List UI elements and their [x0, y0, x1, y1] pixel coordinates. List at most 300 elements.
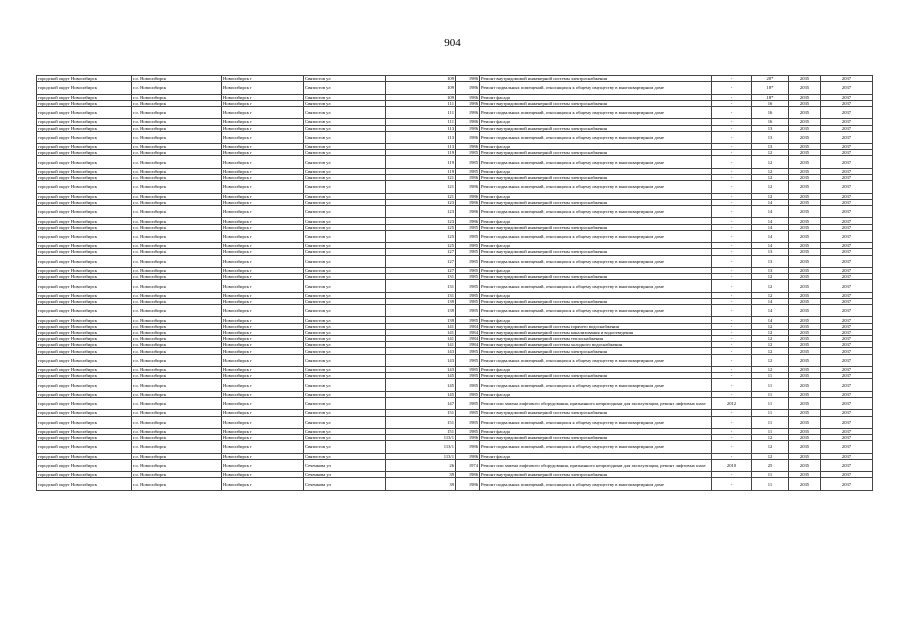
- cell-period-start: 2035: [789, 453, 821, 459]
- cell-value-b: 12: [752, 175, 789, 181]
- cell-locality: г.о. Новосибирск: [132, 472, 222, 478]
- cell-work-type: Ремонт фасада: [480, 119, 712, 125]
- cell-year: 1985: [456, 224, 480, 230]
- cell-house: 39: [386, 478, 456, 490]
- cell-city: Новосибирск г: [222, 94, 304, 100]
- cell-municipality: городской округ Новосибирск: [37, 274, 132, 280]
- cell-city: Новосибирск г: [222, 125, 304, 131]
- cell-value-a: -: [712, 410, 752, 416]
- cell-locality: г.о. Новосибирск: [132, 125, 222, 131]
- cell-year: 1985: [456, 168, 480, 174]
- cell-value-a: -: [712, 267, 752, 273]
- cell-street: Связистов ул: [304, 366, 386, 372]
- cell-period-end: 2037: [821, 144, 873, 150]
- cell-municipality: городской округ Новосибирск: [37, 224, 132, 230]
- table-row: [37, 156, 873, 168]
- cell-value-b: 12: [752, 323, 789, 329]
- cell-period-start: 2035: [789, 218, 821, 224]
- cell-work-type: Ремонт внутридомовой инженерной системы электроснабжения: [480, 249, 712, 255]
- cell-period-start: 2035: [789, 243, 821, 249]
- cell-locality: г.о. Новосибирск: [132, 379, 222, 391]
- cell-period-end: 2037: [821, 329, 873, 335]
- cell-value-a: -: [712, 131, 752, 143]
- cell-period-end: 2037: [821, 168, 873, 174]
- cell-period-start: 2035: [789, 193, 821, 199]
- cell-period-start: 2035: [789, 230, 821, 242]
- cell-street: Связистов ул: [304, 249, 386, 255]
- cell-city: Новосибирск г: [222, 119, 304, 125]
- cell-house: 127: [386, 267, 456, 273]
- cell-municipality: городской округ Новосибирск: [37, 305, 132, 317]
- cell-locality: г.о. Новосибирск: [132, 354, 222, 366]
- cell-city: Новосибирск г: [222, 199, 304, 205]
- cell-period-end: 2037: [821, 193, 873, 199]
- cell-value-a: -: [712, 82, 752, 94]
- table-row: [37, 416, 873, 428]
- cell-municipality: городской округ Новосибирск: [37, 453, 132, 459]
- cell-value-b: 12: [752, 156, 789, 168]
- cell-period-end: 2037: [821, 453, 873, 459]
- cell-house: 121: [386, 193, 456, 199]
- cell-street: Связистов ул: [304, 131, 386, 143]
- cell-locality: г.о. Новосибирск: [132, 94, 222, 100]
- cell-period-start: 2035: [789, 348, 821, 354]
- cell-locality: г.о. Новосибирск: [132, 144, 222, 150]
- cell-locality: г.о. Новосибирск: [132, 441, 222, 453]
- table-row: [37, 206, 873, 218]
- cell-house: 143: [386, 354, 456, 366]
- cell-work-type: Ремонт подвальных помещений, относящихся к общему имуществу в многоквартирном доме: [480, 206, 712, 218]
- cell-house: 113: [386, 125, 456, 131]
- cell-value-b: 12: [752, 274, 789, 280]
- cell-value-b: 13: [752, 255, 789, 267]
- cell-value-b: 14: [752, 317, 789, 323]
- cell-municipality: городской округ Новосибирск: [37, 144, 132, 150]
- cell-municipality: городской округ Новосибирск: [37, 94, 132, 100]
- cell-city: Новосибирск г: [222, 379, 304, 391]
- cell-city: Новосибирск г: [222, 144, 304, 150]
- cell-year: 1986: [456, 119, 480, 125]
- cell-value-a: -: [712, 274, 752, 280]
- cell-street: Связистов ул: [304, 305, 386, 317]
- cell-street: Связистов ул: [304, 168, 386, 174]
- table-row: [37, 106, 873, 118]
- cell-locality: г.о. Новосибирск: [132, 106, 222, 118]
- cell-year: 1984: [456, 329, 480, 335]
- table-row: [37, 441, 873, 453]
- cell-work-type: Ремонт фасада: [480, 94, 712, 100]
- cell-street: Связистов ул: [304, 379, 386, 391]
- cell-city: Новосибирск г: [222, 76, 304, 82]
- cell-municipality: городской округ Новосибирск: [37, 206, 132, 218]
- cell-municipality: городской округ Новосибирск: [37, 459, 132, 471]
- cell-value-b: 11: [752, 478, 789, 490]
- cell-year: 1986: [456, 453, 480, 459]
- cell-city: Новосибирск г: [222, 366, 304, 372]
- cell-city: Новосибирск г: [222, 150, 304, 156]
- cell-period-end: 2037: [821, 230, 873, 242]
- cell-street: Связистов ул: [304, 416, 386, 428]
- cell-work-type: Ремонт внутридомовой инженерной системы горячего водоснабжения: [480, 323, 712, 329]
- cell-value-b: 11: [752, 410, 789, 416]
- cell-period-start: 2035: [789, 342, 821, 348]
- cell-city: Новосибирск г: [222, 168, 304, 174]
- cell-value-b: 13: [752, 267, 789, 273]
- cell-value-a: -: [712, 317, 752, 323]
- cell-value-b: 14: [752, 305, 789, 317]
- cell-street: Связистов ул: [304, 156, 386, 168]
- cell-value-a: -: [712, 94, 752, 100]
- cell-period-end: 2037: [821, 150, 873, 156]
- cell-locality: г.о. Новосибирск: [132, 156, 222, 168]
- cell-period-end: 2037: [821, 323, 873, 329]
- cell-value-a: -: [712, 175, 752, 181]
- cell-period-end: 2037: [821, 76, 873, 82]
- cell-value-b: 11: [752, 472, 789, 478]
- cell-year: 1985: [456, 243, 480, 249]
- cell-street: Связистов ул: [304, 410, 386, 416]
- cell-year: 1986: [456, 472, 480, 478]
- cell-period-start: 2035: [789, 280, 821, 292]
- cell-period-start: 2035: [789, 274, 821, 280]
- cell-municipality: городской округ Новосибирск: [37, 255, 132, 267]
- cell-value-a: -: [712, 150, 752, 156]
- cell-year: 1985: [456, 274, 480, 280]
- cell-year: 1985: [456, 280, 480, 292]
- cell-year: 1985: [456, 150, 480, 156]
- cell-street: Связистов ул: [304, 397, 386, 409]
- cell-locality: г.о. Новосибирск: [132, 435, 222, 441]
- cell-year: 1985: [456, 156, 480, 168]
- cell-locality: г.о. Новосибирск: [132, 218, 222, 224]
- cell-value-a: -: [712, 428, 752, 434]
- cell-value-a: -: [712, 106, 752, 118]
- cell-period-end: 2037: [821, 435, 873, 441]
- cell-house: 151: [386, 410, 456, 416]
- cell-locality: г.о. Новосибирск: [132, 323, 222, 329]
- cell-work-type: Ремонт внутридомовой инженерной системы электроснабжения: [480, 274, 712, 280]
- table-row: [37, 82, 873, 94]
- cell-year: 1986: [456, 125, 480, 131]
- cell-municipality: городской округ Новосибирск: [37, 181, 132, 193]
- cell-work-type: Ремонт внутридомовой инженерной системы электроснабжения: [480, 373, 712, 379]
- cell-value-b: 14: [752, 298, 789, 304]
- cell-period-end: 2037: [821, 373, 873, 379]
- cell-period-start: 2035: [789, 106, 821, 118]
- cell-city: Новосибирск г: [222, 218, 304, 224]
- table-row: [37, 379, 873, 391]
- cell-period-start: 2035: [789, 150, 821, 156]
- cell-locality: г.о. Новосибирск: [132, 317, 222, 323]
- cell-year: 1985: [456, 428, 480, 434]
- cell-street: Связистов ул: [304, 298, 386, 304]
- cell-work-type: Ремонт фасада: [480, 292, 712, 298]
- cell-period-end: 2037: [821, 410, 873, 416]
- cell-period-end: 2037: [821, 206, 873, 218]
- cell-work-type: Ремонт внутридомовой инженерной системы канализования и водоотведения: [480, 329, 712, 335]
- cell-period-end: 2037: [821, 428, 873, 434]
- cell-period-end: 2037: [821, 249, 873, 255]
- cell-value-b: 12: [752, 348, 789, 354]
- cell-work-type: Ремонт внутридомовой инженерной системы электроснабжения: [480, 224, 712, 230]
- cell-period-end: 2037: [821, 298, 873, 304]
- cell-year: 1985: [456, 298, 480, 304]
- cell-street: Связистов ул: [304, 175, 386, 181]
- cell-period-start: 2035: [789, 379, 821, 391]
- cell-locality: г.о. Новосибирск: [132, 391, 222, 397]
- cell-year: 1984: [456, 336, 480, 342]
- cell-value-a: -: [712, 329, 752, 335]
- cell-value-a: -: [712, 366, 752, 372]
- cell-value-b: 14: [752, 230, 789, 242]
- cell-street: Связистов ул: [304, 144, 386, 150]
- cell-value-b: 12: [752, 441, 789, 453]
- cell-municipality: городской округ Новосибирск: [37, 336, 132, 342]
- cell-work-type: Ремонт внутридомовой инженерной системы электроснабжения: [480, 76, 712, 82]
- cell-value-a: -: [712, 379, 752, 391]
- cell-period-start: 2035: [789, 329, 821, 335]
- cell-municipality: городской округ Новосибирск: [37, 100, 132, 106]
- cell-locality: г.о. Новосибирск: [132, 150, 222, 156]
- cell-year: 1985: [456, 391, 480, 397]
- cell-house: 139: [386, 317, 456, 323]
- cell-locality: г.о. Новосибирск: [132, 366, 222, 372]
- cell-house: 139: [386, 305, 456, 317]
- cell-municipality: городской округ Новосибирск: [37, 397, 132, 409]
- cell-period-start: 2035: [789, 459, 821, 471]
- table-row: [37, 280, 873, 292]
- cell-period-end: 2037: [821, 292, 873, 298]
- cell-work-type: Ремонт фасада: [480, 366, 712, 372]
- cell-street: Связистов ул: [304, 106, 386, 118]
- cell-house: 121: [386, 181, 456, 193]
- table-row: [37, 255, 873, 267]
- cell-value-b: 12: [752, 342, 789, 348]
- cell-locality: г.о. Новосибирск: [132, 478, 222, 490]
- cell-value-b: 11: [752, 397, 789, 409]
- cell-locality: г.о. Новосибирск: [132, 193, 222, 199]
- cell-municipality: городской округ Новосибирск: [37, 280, 132, 292]
- cell-house: 109: [386, 94, 456, 100]
- cell-period-start: 2035: [789, 373, 821, 379]
- cell-period-start: 2035: [789, 478, 821, 490]
- cell-period-end: 2037: [821, 317, 873, 323]
- table-row: [37, 305, 873, 317]
- cell-work-type: Ремонт внутридомовой инженерной системы холодного водоснабжения: [480, 342, 712, 348]
- cell-value-a: -: [712, 298, 752, 304]
- cell-city: Новосибирск г: [222, 224, 304, 230]
- cell-house: 109: [386, 76, 456, 82]
- cell-value-b: 16: [752, 106, 789, 118]
- cell-period-start: 2035: [789, 267, 821, 273]
- table-row: [37, 459, 873, 471]
- cell-period-start: 2035: [789, 224, 821, 230]
- cell-locality: г.о. Новосибирск: [132, 230, 222, 242]
- cell-value-b: 13: [752, 131, 789, 143]
- cell-city: Новосибирск г: [222, 193, 304, 199]
- cell-locality: г.о. Новосибирск: [132, 453, 222, 459]
- cell-value-a: -: [712, 181, 752, 193]
- cell-year: 1986: [456, 94, 480, 100]
- cell-value-a: -: [712, 435, 752, 441]
- cell-street: Связистов ул: [304, 206, 386, 218]
- cell-house: 113: [386, 131, 456, 143]
- cell-period-end: 2037: [821, 336, 873, 342]
- cell-value-a: -: [712, 354, 752, 366]
- cell-period-start: 2035: [789, 82, 821, 94]
- cell-work-type: Ремонт внутридомовой инженерной системы электроснабжения: [480, 348, 712, 354]
- cell-city: Новосибирск г: [222, 255, 304, 267]
- cell-locality: г.о. Новосибирск: [132, 292, 222, 298]
- cell-period-start: 2035: [789, 391, 821, 397]
- cell-period-start: 2035: [789, 428, 821, 434]
- cell-house: 151: [386, 416, 456, 428]
- cell-municipality: городской округ Новосибирск: [37, 472, 132, 478]
- cell-street: Связистов ул: [304, 255, 386, 267]
- cell-period-end: 2037: [821, 156, 873, 168]
- cell-street: Связистов ул: [304, 373, 386, 379]
- cell-municipality: городской округ Новосибирск: [37, 391, 132, 397]
- cell-house: 121: [386, 175, 456, 181]
- cell-house: 127: [386, 249, 456, 255]
- cell-locality: г.о. Новосибирск: [132, 274, 222, 280]
- cell-house: 131: [386, 292, 456, 298]
- cell-year: 1985: [456, 317, 480, 323]
- cell-period-end: 2037: [821, 119, 873, 125]
- cell-value-a: -: [712, 249, 752, 255]
- cell-value-a: -: [712, 156, 752, 168]
- cell-street: Связистов ул: [304, 323, 386, 329]
- cell-year: 1985: [456, 366, 480, 372]
- cell-value-a: -: [712, 342, 752, 348]
- cell-value-b: 14: [752, 199, 789, 205]
- cell-house: 123: [386, 218, 456, 224]
- cell-value-a: -: [712, 230, 752, 242]
- cell-value-a: -: [712, 168, 752, 174]
- cell-year: 1986: [456, 181, 480, 193]
- cell-city: Новосибирск г: [222, 100, 304, 106]
- cell-municipality: городской округ Новосибирск: [37, 125, 132, 131]
- cell-house: 147: [386, 397, 456, 409]
- cell-house: 131: [386, 274, 456, 280]
- cell-period-start: 2035: [789, 366, 821, 372]
- cell-house: 139: [386, 298, 456, 304]
- cell-locality: г.о. Новосибирск: [132, 181, 222, 193]
- cell-value-b: 18*: [752, 94, 789, 100]
- cell-municipality: городской округ Новосибирск: [37, 106, 132, 118]
- cell-period-end: 2037: [821, 416, 873, 428]
- cell-period-start: 2035: [789, 292, 821, 298]
- cell-work-type: Ремонт фасада: [480, 193, 712, 199]
- cell-work-type: Ремонт фасада: [480, 453, 712, 459]
- cell-city: Новосибирск г: [222, 206, 304, 218]
- cell-year: 1986: [456, 82, 480, 94]
- cell-locality: г.о. Новосибирск: [132, 267, 222, 273]
- cell-period-end: 2037: [821, 218, 873, 224]
- cell-work-type: Ремонт подвальных помещений, относящихся к общему имуществу в многоквартирном доме: [480, 379, 712, 391]
- cell-house: 145: [386, 379, 456, 391]
- cell-city: Новосибирск г: [222, 478, 304, 490]
- cell-value-b: 13: [752, 125, 789, 131]
- cell-municipality: городской округ Новосибирск: [37, 218, 132, 224]
- cell-locality: г.о. Новосибирск: [132, 224, 222, 230]
- cell-municipality: городской округ Новосибирск: [37, 373, 132, 379]
- cell-city: Новосибирск г: [222, 459, 304, 471]
- cell-locality: г.о. Новосибирск: [132, 336, 222, 342]
- table-row: [37, 230, 873, 242]
- cell-year: 1986: [456, 435, 480, 441]
- cell-work-type: Ремонт подвальных помещений, относящихся к общему имуществу в многоквартирном доме: [480, 255, 712, 267]
- cell-municipality: городской округ Новосибирск: [37, 298, 132, 304]
- cell-year: 1986: [456, 199, 480, 205]
- cell-city: Новосибирск г: [222, 416, 304, 428]
- table-row: [37, 397, 873, 409]
- cell-municipality: городской округ Новосибирск: [37, 478, 132, 490]
- cell-work-type: Ремонт внутридомовой инженерной системы электроснабжения: [480, 298, 712, 304]
- cell-value-b: 12: [752, 168, 789, 174]
- cell-city: Новосибирск г: [222, 230, 304, 242]
- cell-value-a: 2012: [712, 397, 752, 409]
- cell-year: 1986: [456, 478, 480, 490]
- cell-locality: г.о. Новосибирск: [132, 373, 222, 379]
- cell-city: Новосибирск г: [222, 354, 304, 366]
- cell-city: Новосибирск г: [222, 329, 304, 335]
- cell-value-a: -: [712, 280, 752, 292]
- cell-period-start: 2035: [789, 336, 821, 342]
- cell-value-a: -: [712, 416, 752, 428]
- cell-street: Сеченкова ул: [304, 472, 386, 478]
- cell-year: 1986: [456, 100, 480, 106]
- cell-city: Новосибирск г: [222, 342, 304, 348]
- cell-value-b: 25: [752, 459, 789, 471]
- cell-value-a: -: [712, 305, 752, 317]
- cell-work-type: Ремонт фасада: [480, 218, 712, 224]
- cell-city: Новосибирск г: [222, 317, 304, 323]
- cell-city: Новосибирск г: [222, 267, 304, 273]
- cell-value-a: -: [712, 453, 752, 459]
- cell-municipality: городской округ Новосибирск: [37, 428, 132, 434]
- cell-city: Новосибирск г: [222, 453, 304, 459]
- cell-street: Связистов ул: [304, 82, 386, 94]
- cell-period-end: 2037: [821, 243, 873, 249]
- cell-street: Связистов ул: [304, 453, 386, 459]
- cell-year: 1986: [456, 206, 480, 218]
- cell-work-type: Ремонт подвальных помещений, относящихся к общему имуществу в многоквартирном доме: [480, 82, 712, 94]
- cell-street: Сеченкова ул: [304, 478, 386, 490]
- cell-city: Новосибирск г: [222, 156, 304, 168]
- cell-year: 1985: [456, 249, 480, 255]
- cell-year: 1985: [456, 305, 480, 317]
- cell-locality: г.о. Новосибирск: [132, 280, 222, 292]
- cell-value-b: 12: [752, 453, 789, 459]
- cell-period-start: 2035: [789, 441, 821, 453]
- cell-house: 113: [386, 144, 456, 150]
- cell-street: Связистов ул: [304, 391, 386, 397]
- cell-house: 125: [386, 243, 456, 249]
- cell-period-end: 2037: [821, 472, 873, 478]
- cell-city: Новосибирск г: [222, 82, 304, 94]
- cell-street: Связистов ул: [304, 94, 386, 100]
- cell-value-a: -: [712, 125, 752, 131]
- cell-city: Новосибирск г: [222, 305, 304, 317]
- cell-municipality: городской округ Новосибирск: [37, 441, 132, 453]
- cell-street: Связистов ул: [304, 181, 386, 193]
- cell-municipality: городской округ Новосибирск: [37, 175, 132, 181]
- cell-work-type: Ремонт подвальных помещений, относящихся к общему имуществу в многоквартирном доме: [480, 181, 712, 193]
- cell-value-b: 13: [752, 249, 789, 255]
- cell-value-b: 14: [752, 224, 789, 230]
- cell-value-b: 12: [752, 366, 789, 372]
